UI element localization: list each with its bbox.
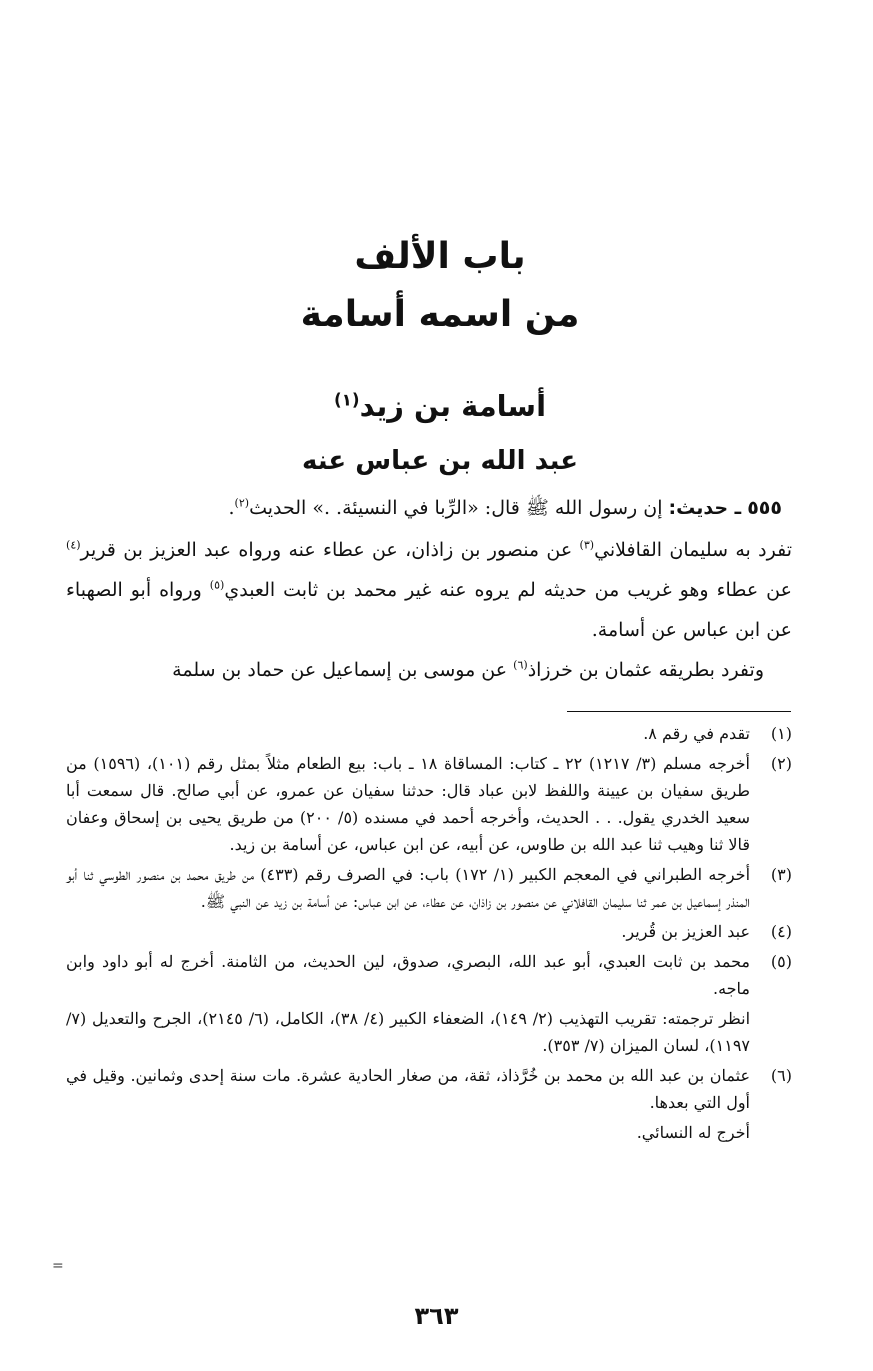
footnote-item <box>66 918 792 945</box>
footnote-continuation: أخرج له النسائي. <box>636 1123 750 1142</box>
footnote-divider <box>567 711 791 712</box>
footnote-text: أخرجه الطبراني في المعجم الكبير (١/ ١٧٢) باب: في الصرف رقم (٤٣٣) من طريق محمد بن منصور الطوسي ثنا أبو المنذر إسماعيل بن عمر ثنا سليمان القافلاني عن منصور بن زاذان، عن عطاء، عن ابن عباس: عن أسامة بن زيد عن النبي ﷺ. <box>66 865 751 911</box>
footnote-text: محمد بن ثابت العبدي، أبو عبد الله، البصري، صدوق، لين الحديث، من الثامنة. أخرج له أبو داود وابن ماجه. <box>66 952 750 998</box>
footnote-item <box>66 750 792 858</box>
narrator-heading: عبد الله بن عباس عنه <box>302 446 578 476</box>
paragraph-segment: عن منصور بن زاذان، عن عطاء عنه ورواه عبد العزيز بن قرير <box>80 539 580 561</box>
footnote-ref[interactable]: (٣) <box>579 538 595 552</box>
footnote-number: (٦) <box>770 1066 792 1085</box>
hadith-number: ٥٥٥ <box>747 497 782 519</box>
footnotes <box>66 720 792 1149</box>
footnote-ref[interactable]: (٢) <box>234 496 250 510</box>
paragraph <box>66 530 792 650</box>
footnote-item <box>66 1062 792 1116</box>
footnote-ref[interactable]: (٤) <box>66 538 81 552</box>
footnote-text: أخرجه مسلم (٣/ ١٢١٧) ٢٢ ـ كتاب: المساقاة ١٨ ـ باب: بيع الطعام مثلاً بمثل رقم (١٠١)، (١٥٩٦) من طريق سفيان بن عيينة واللفظ لابن عباد قال: حدثنا سفيان عن عمرو، عن أبي صالح. قال سمعت أبا سعيد الخدري يقول. . . الحديث، وأخرجه أحمد في مسنده (٥/ ٢٠٠) من طريق يحيى بن إسحاق وعفان قالا ثنا وهيب ثنا عبد الله بن طاوس، عن أبيه، عن ابن عباس، عن أسامة بن زيد. <box>66 754 751 854</box>
hadith-end: . <box>228 497 235 519</box>
paragraph-segment: عن موسى بن إسماعيل عن حماد بن سلمة <box>172 659 514 681</box>
paragraph-segment: عن عطاء وهو غريب من حديثه لم يروه عنه غير محمد بن ثابت العبدي <box>224 579 792 601</box>
footnote-number: (٣) <box>770 865 792 884</box>
footnote-item <box>66 720 792 747</box>
page-number: ٣٦٣ <box>414 1302 459 1330</box>
footnote-ref[interactable]: (١) <box>333 389 360 410</box>
footnote-ref[interactable]: (٥) <box>209 578 225 592</box>
paragraph-segment: وتفرد بطريقه عثمان بن خرزاذ <box>527 659 764 681</box>
footnote-item <box>66 861 792 915</box>
main-text <box>66 488 792 690</box>
footnote-number: (١) <box>770 724 792 743</box>
entry-name: أسامة بن زيد <box>359 389 547 423</box>
chapter-subtitle: من اسمه أسامة <box>300 294 580 335</box>
footnote-item <box>66 948 792 1002</box>
margin-mark: = <box>52 1258 64 1274</box>
entry-heading <box>120 384 760 428</box>
footnote-text: تقدم في رقم ٨. <box>643 724 750 743</box>
footnote-number: (٥) <box>770 952 792 971</box>
paragraph-segment: ورواه أبو الصهباء عن ابن عباس عن أسامة. <box>66 579 792 641</box>
paragraph <box>66 650 792 690</box>
footnote-number: (٤) <box>770 922 792 941</box>
footnote-text: عبد العزيز بن قُرير. <box>621 922 750 941</box>
hadith-line <box>66 488 792 528</box>
paragraph-segment: تفرد به سليمان القافلاني <box>594 539 792 561</box>
footnote-ref[interactable]: (٦) <box>513 658 528 672</box>
chapter-title: باب الألف <box>354 236 526 277</box>
hadith-text: إن رسول الله ﷺ قال: «الرِّبا في النسيئة. .» الحديث <box>249 497 663 519</box>
footnote-text: عثمان بن عبد الله بن محمد بن خُرَّذاذ، ثقة، من صغار الحادية عشرة. مات سنة إحدى وثمانين. وقيل في أول التي بعدها. <box>66 1066 750 1112</box>
hadith-label: ـ حديث: <box>668 497 742 519</box>
footnote-continuation: انظر ترجمته: تقريب التهذيب (٢/ ١٤٩)، الضعفاء الكبير (٤/ ٣٨)، الكامل، (٦/ ٢١٤٥)، الجرح والتعديل (٧/ ١١٩٧)، لسان الميزان (٧/ ٣٥٣). <box>66 1009 751 1055</box>
footnote-number: (٢) <box>770 754 792 773</box>
